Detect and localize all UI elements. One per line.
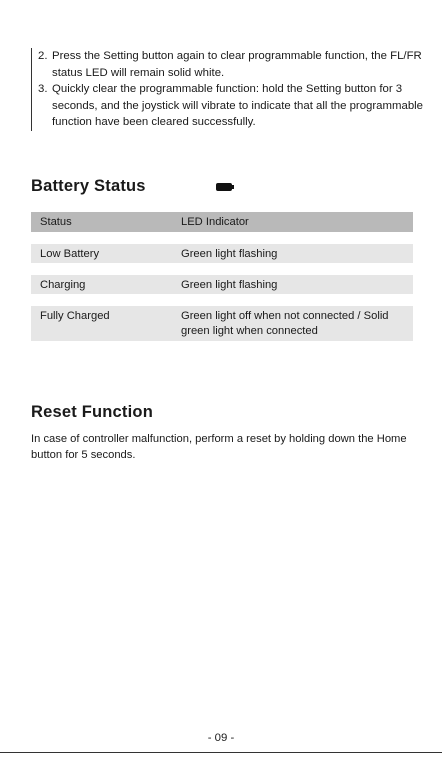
table-row (31, 306, 413, 341)
row-led: Green light flashing (181, 279, 278, 291)
header-led-indicator: LED Indicator (181, 216, 249, 228)
reset-function-heading: Reset Function (31, 403, 153, 421)
table-header (31, 212, 413, 232)
row-led: Green light off when not connected / Solid green light when connected (181, 310, 389, 337)
bottom-divider (0, 752, 442, 753)
row-status: Fully Charged (40, 310, 110, 322)
header-status: Status (40, 216, 72, 228)
row-status: Charging (40, 279, 86, 291)
row-led: Green light flashing (181, 248, 278, 260)
table-row (31, 244, 413, 263)
instruction-steps (31, 48, 428, 131)
battery-icon (216, 183, 232, 191)
battery-status-heading: Battery Status (31, 177, 146, 195)
step-number: 2. (38, 50, 48, 62)
row-status: Low Battery (40, 248, 100, 260)
step-item (38, 48, 428, 81)
step-item (38, 81, 428, 131)
table-row (31, 275, 413, 294)
step-text: Quickly clear the programmable function: hold the Setting button for 3 seconds, and the joystick will vibrate to indicate that all the programmable function have been cleared successfully. (52, 83, 424, 128)
step-text: Press the Setting button again to clear programmable function, the FL/FR status LED will remain solid white. (52, 50, 422, 79)
page-number: - 09 - (207, 732, 235, 744)
reset-description: In case of controller malfunction, perform a reset by holding down the Home button for 5 seconds. (31, 433, 407, 461)
step-number: 3. (38, 83, 48, 95)
